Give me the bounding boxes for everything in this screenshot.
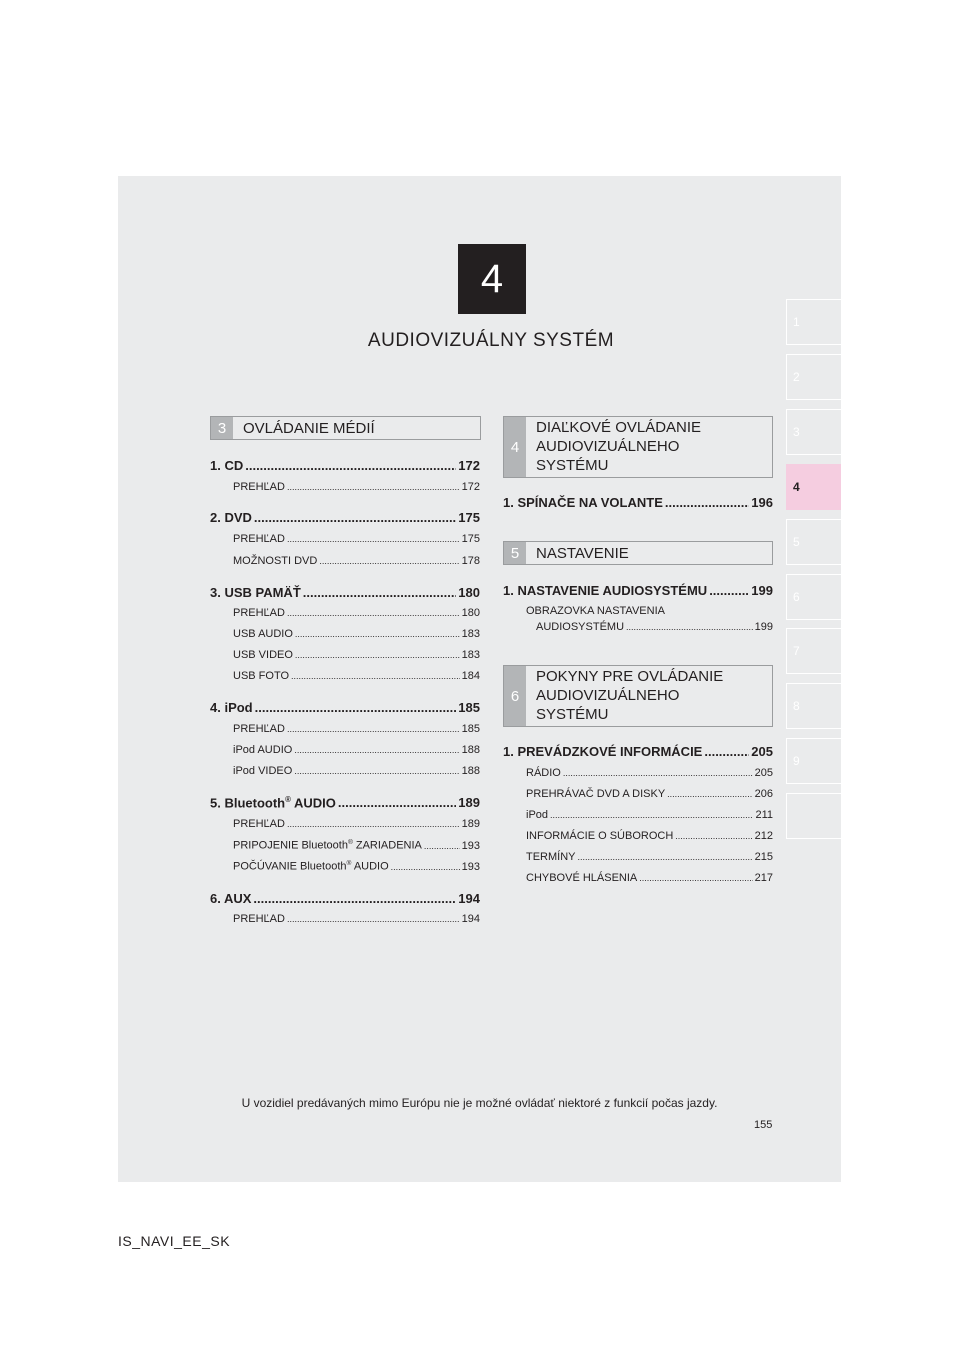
toc-entry-page: 175: [461, 533, 480, 545]
toc-entry-label: iPod: [526, 809, 549, 821]
toc-entry: [233, 533, 480, 545]
toc-entry: [233, 839, 480, 852]
toc-entry-label: POČÚVANIE Bluetooth® AUDIO: [233, 860, 389, 873]
toc-entry-label: iPod AUDIO: [233, 744, 293, 756]
toc-leader: [424, 841, 460, 851]
toc-entry-label: 2. DVD: [210, 510, 252, 525]
toc-entry-label: 1. PREVÁDZKOVÉ INFORMÁCIE: [503, 744, 703, 759]
section-number: 4: [504, 417, 526, 477]
chapter-tab-1: [786, 299, 841, 345]
toc-leader: [254, 510, 456, 525]
toc-entry: [233, 649, 480, 661]
toc-entry: [233, 555, 480, 567]
toc-leader: [287, 724, 460, 734]
toc-entry: [526, 872, 773, 884]
toc-leader: [253, 891, 456, 906]
toc-entry-page: 185: [458, 700, 480, 715]
section-title-line: AUDIOVIZUÁLNEHO: [536, 438, 680, 455]
toc-entry-page: 193: [461, 860, 480, 873]
toc-leader: [245, 458, 456, 473]
toc-entry-label: PREHĽAD: [233, 533, 285, 545]
toc-entry-label: 1. SPÍNAČE NA VOLANTE: [503, 495, 663, 510]
toc-entry-label: iPod VIDEO: [233, 765, 293, 777]
toc-leader: [675, 831, 752, 841]
chapter-tab-9: [786, 738, 841, 784]
toc-leader: [255, 700, 457, 715]
chapter-tab-label: 4: [793, 479, 800, 494]
toc-leader: [709, 583, 749, 598]
chapter-tab-label: 6: [793, 589, 800, 604]
chapter-tab-4: [786, 464, 841, 510]
section-title: NASTAVENIE: [536, 545, 629, 562]
chapter-tab-3: [786, 409, 841, 455]
section-title-line: DIAĽKOVÉ OVLÁDANIE: [536, 419, 702, 436]
toc-entry-page: 180: [461, 607, 480, 619]
toc-entry-page: 172: [461, 481, 480, 493]
toc-leader: [578, 852, 753, 862]
toc-entry-page: 172: [458, 458, 480, 473]
toc-entry: [526, 809, 773, 821]
toc-entry-page: 184: [461, 670, 480, 682]
toc-entry-label: USB FOTO: [233, 670, 290, 682]
toc-entry: [233, 670, 480, 682]
toc-entry: [526, 830, 773, 842]
toc-entry-label: INFORMÁCIE O SÚBOROCH: [526, 830, 674, 842]
toc-entry-page: 205: [754, 767, 773, 779]
toc-entry-label: 1. NASTAVENIE AUDIOSYSTÉMU: [503, 583, 708, 598]
toc-entry-label: USB VIDEO: [233, 649, 293, 661]
toc-leader: [294, 766, 459, 776]
toc-entry: [233, 607, 480, 619]
chapter-tab-6: [786, 574, 841, 620]
toc-entry-page: 196: [751, 495, 773, 510]
section-number: 3: [211, 417, 233, 439]
toc-entry-page: 199: [754, 621, 773, 633]
toc-entry-page: 215: [754, 851, 773, 863]
toc-entry-page: 178: [461, 555, 480, 567]
toc-entry-page: 194: [458, 891, 480, 906]
chapter-tab-label: 7: [793, 644, 800, 659]
section-title-line: POKYNY PRE OVLÁDANIE: [536, 668, 724, 685]
toc-entry: [210, 585, 480, 600]
toc-entry-label: TERMÍNY: [526, 851, 576, 863]
toc-entry: [526, 605, 773, 617]
toc-entry-page: 206: [754, 788, 773, 800]
toc-entry-label: 6. AUX: [210, 891, 252, 906]
toc-entry-label: 1. CD: [210, 458, 244, 473]
toc-entry-page: 183: [461, 628, 480, 640]
toc-entry-page: 193: [461, 839, 480, 852]
toc-entry-label: 4. iPod: [210, 700, 253, 715]
toc-entry: [210, 700, 480, 715]
toc-entry: [210, 795, 480, 810]
toc-entry-label: 5. Bluetooth® AUDIO: [210, 795, 336, 811]
toc-entry: [233, 723, 480, 735]
section-title-line: SYSTÉMU: [536, 706, 609, 723]
toc-entry: [233, 481, 480, 493]
toc-leader: [291, 671, 460, 681]
toc-entry-page: 217: [754, 872, 773, 884]
section-header-3: [210, 416, 481, 440]
chapter-tab-label: 9: [793, 754, 800, 769]
toc-entry-page: 175: [458, 510, 480, 525]
toc-leader: [287, 482, 460, 492]
chapter-tab-5: [786, 519, 841, 565]
section-number: 6: [504, 666, 526, 726]
toc-leader: [287, 819, 460, 829]
toc-entry: [210, 891, 480, 906]
toc-entry: [210, 510, 480, 525]
chapter-number: 4: [480, 256, 504, 301]
toc-leader: [295, 650, 460, 660]
toc-entry-page: 212: [754, 830, 773, 842]
toc-entry-page: 189: [458, 795, 480, 811]
chapter-number-box: [458, 244, 526, 314]
toc-leader: [665, 495, 749, 510]
toc-entry: [233, 765, 480, 777]
toc-entry-label: PREHĽAD: [233, 481, 285, 493]
toc-entry-label: CHYBOVÉ HLÁSENIA: [526, 872, 638, 884]
toc-leader: [626, 622, 753, 632]
toc-leader: [667, 789, 752, 799]
toc-entry-page: 188: [461, 744, 480, 756]
chapter-tab-blank: [786, 793, 841, 839]
chapter-tab-2: [786, 354, 841, 400]
toc-leader: [563, 768, 753, 778]
toc-entry: [503, 744, 773, 759]
toc-entry: [526, 767, 773, 779]
chapter-tab-7: [786, 628, 841, 674]
chapter-tab-label: 3: [793, 424, 800, 439]
toc-leader: [704, 744, 749, 759]
toc-entry: [536, 621, 773, 633]
toc-entry: [526, 851, 773, 863]
toc-leader: [550, 810, 753, 820]
toc-leader: [287, 534, 460, 544]
section-header-6: [503, 665, 773, 727]
chapter-tab-8: [786, 683, 841, 729]
footnote: U vozidiel predávaných mimo Európu nie je možné ovládať niektoré z funkcií počas jazdy.: [241, 1096, 718, 1110]
toc-entry-label: USB AUDIO: [233, 628, 293, 640]
toc-entry-page: 205: [751, 744, 773, 759]
toc-entry: [503, 583, 773, 598]
toc-entry-label: PREHĽAD: [233, 723, 285, 735]
toc-entry-page: 194: [461, 913, 480, 925]
section-title-line: SYSTÉMU: [536, 457, 609, 474]
toc-leader: [287, 914, 460, 924]
toc-entry: [233, 860, 480, 873]
document-code: IS_NAVI_EE_SK: [118, 1233, 231, 1249]
toc-entry-label: MOŽNOSTI DVD: [233, 555, 318, 567]
chapter-tab-label: 2: [793, 369, 800, 384]
toc-leader: [294, 745, 459, 755]
toc-entry-label: PREHĽAD: [233, 818, 285, 830]
section-title-line: AUDIOVIZUÁLNEHO: [536, 687, 680, 704]
toc-entry: [233, 818, 480, 830]
toc-leader: [391, 862, 460, 872]
toc-leader: [338, 795, 456, 810]
toc-entry-page: 180: [458, 585, 480, 600]
toc-entry-label: OBRAZOVKA NASTAVENIA: [526, 605, 665, 617]
toc-entry-page: 188: [461, 765, 480, 777]
toc-leader: [639, 873, 752, 883]
toc-entry: [210, 458, 480, 473]
page-number: 155: [754, 1119, 773, 1131]
toc-entry: [233, 744, 480, 756]
toc-leader: [303, 585, 457, 600]
section-header-4: [503, 416, 773, 478]
toc-entry-label: PREHRÁVAČ DVD A DISKY: [526, 788, 666, 800]
toc-entry-label: PREHĽAD: [233, 607, 285, 619]
toc-entry-label: RÁDIO: [526, 767, 561, 779]
toc-entry-page: 189: [461, 818, 480, 830]
toc-entry: [526, 788, 773, 800]
toc-entry-label: PRIPOJENIE Bluetooth® ZARIADENIA: [233, 839, 422, 852]
chapter-title: AUDIOVIZUÁLNY SYSTÉM: [367, 330, 615, 351]
section-number: 5: [504, 542, 526, 564]
section-header-5: [503, 541, 773, 565]
section-title: OVLÁDANIE MÉDIÍ: [243, 420, 375, 437]
toc-entry-label: PREHĽAD: [233, 913, 285, 925]
toc-leader: [295, 629, 460, 639]
toc-entry-page: 183: [461, 649, 480, 661]
toc-entry-page: 185: [461, 723, 480, 735]
toc-entry-page: 199: [751, 583, 773, 598]
chapter-tab-label: 1: [793, 315, 800, 329]
toc-leader: [319, 556, 459, 566]
toc-entry-label: AUDIOSYSTÉMU: [536, 621, 625, 633]
toc-entry: [233, 913, 480, 925]
toc-entry: [503, 495, 773, 510]
toc-entry-page: 211: [755, 809, 773, 821]
chapter-tab-label: 5: [793, 534, 800, 549]
toc-entry: [233, 628, 480, 640]
toc-entry-label: 3. USB PAMÄŤ: [210, 585, 301, 600]
chapter-tab-label: 8: [793, 699, 800, 714]
toc-leader: [287, 608, 460, 618]
